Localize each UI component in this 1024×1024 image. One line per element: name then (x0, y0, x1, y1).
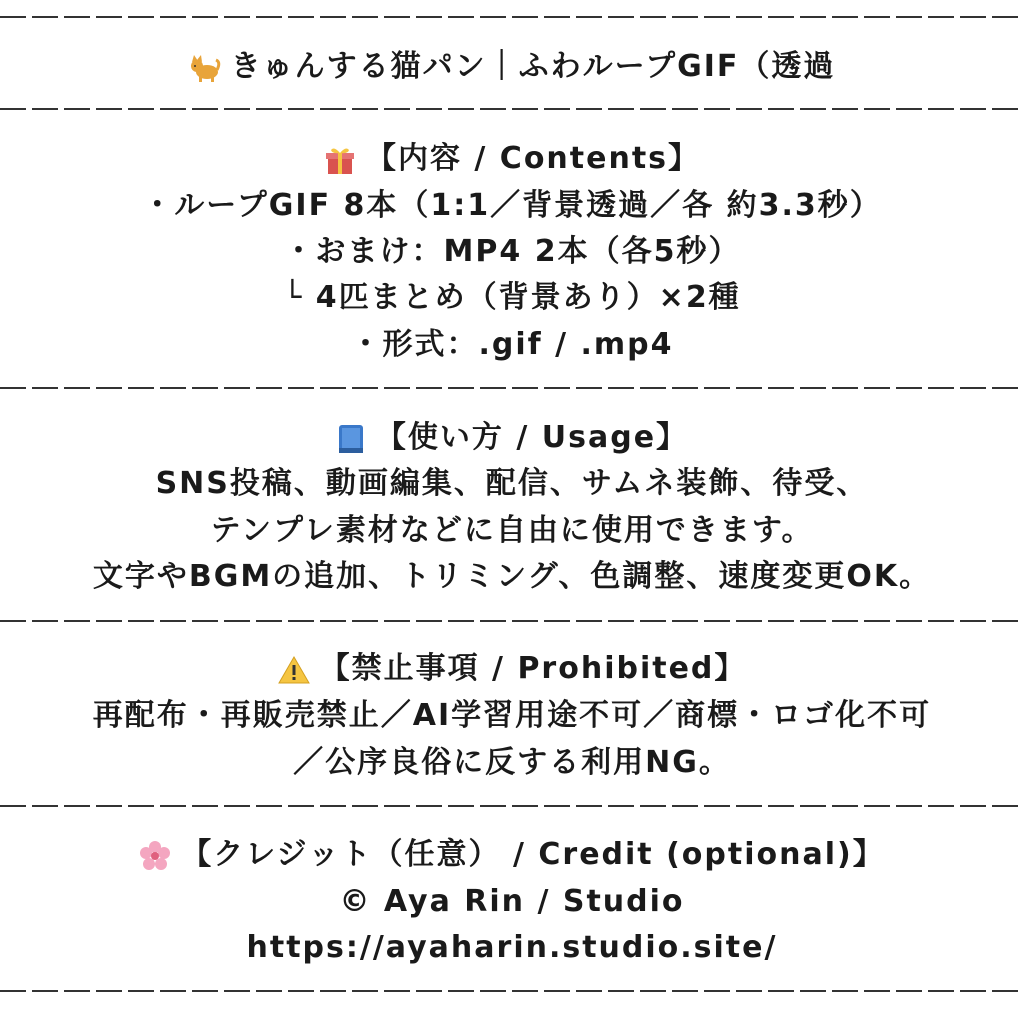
divider-3 (0, 620, 1024, 622)
usage-line: SNS投稿、動画編集、配信、サムネ装飾、待受、 (155, 466, 869, 501)
contents-line: └ 4匹まとめ（背景あり）×2種 (283, 280, 741, 315)
credit-line: © Aya Rin / Studio (339, 884, 685, 919)
usage-heading: 【使い方 / Usage】 (375, 420, 689, 455)
divider-1 (0, 108, 1024, 110)
prohibited-line: 再配布・再販売禁止／AI学習用途不可／商標・ロゴ化不可 (92, 698, 932, 733)
title-row (0, 44, 1024, 90)
contents-heading-row (0, 136, 1024, 182)
contents-heading: 【内容 / Contents】 (365, 141, 701, 176)
credit-url[interactable]: https://ayaharin.studio.site/ (246, 930, 778, 965)
warning-icon (278, 655, 310, 685)
usage-line: テンプレ素材などに自由に使用できます。 (210, 513, 814, 548)
prohibited-line: ／公序良俗に反する利用NG。 (293, 745, 731, 780)
prohibited-heading: 【禁止事項 / Prohibited】 (319, 651, 747, 686)
usage-heading-row (0, 415, 1024, 461)
contents-line: ・おまけ：MP4 2本（各5秒） (283, 234, 741, 269)
divider-4 (0, 805, 1024, 807)
divider-2 (0, 387, 1024, 389)
divider-top (0, 16, 1024, 18)
cherry-blossom-icon (139, 840, 171, 872)
page-title: きゅんする猫パン｜ふわループGIF（透過 (230, 49, 836, 84)
gift-icon (324, 144, 356, 176)
usage-line: 文字やBGMの追加、トリミング、色調整、速度変更OK。 (92, 559, 932, 594)
contents-line: ・形式：.gif / .mp4 (350, 327, 674, 362)
divider-bottom (0, 990, 1024, 992)
book-icon (336, 423, 366, 455)
contents-line: ・ループGIF 8本（1:1／背景透過／各 約3.3秒） (142, 188, 882, 223)
prohibited-heading-row (0, 646, 1024, 692)
cat-icon (189, 52, 221, 84)
credit-heading-row (0, 832, 1024, 878)
credit-heading: 【クレジット（任意） / Credit (optional)】 (181, 837, 885, 872)
